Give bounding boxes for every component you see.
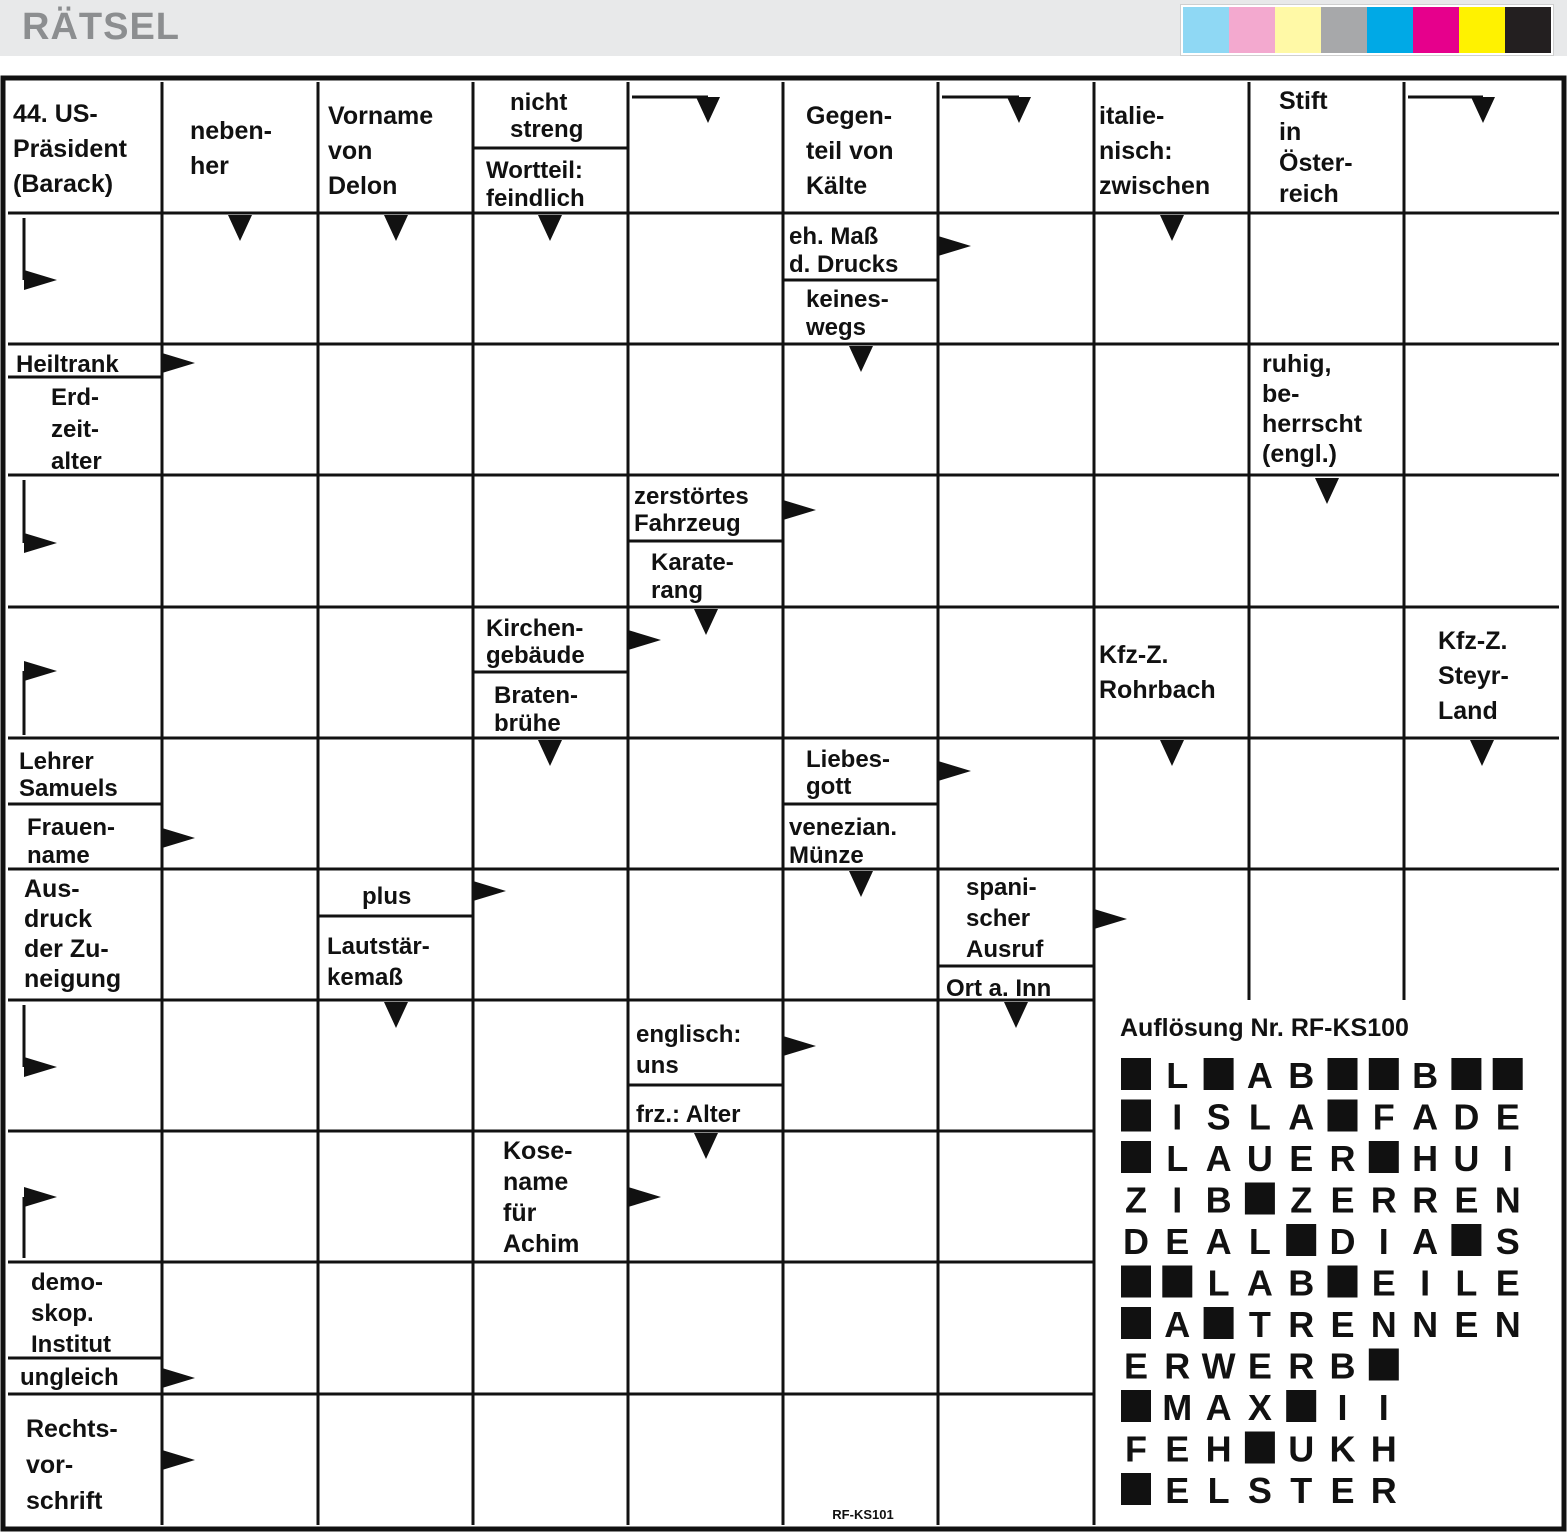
solution-letter: L (1455, 1262, 1478, 1304)
solution-letter: E (1247, 1345, 1272, 1387)
solution-letter: S (1206, 1096, 1231, 1138)
clue-line: Land (1438, 697, 1498, 725)
clue-line: Kirchen- (486, 615, 584, 642)
solution-black-square (1328, 1266, 1358, 1298)
clue-line: her (190, 152, 229, 180)
solution-letter: B (1288, 1262, 1315, 1304)
solution-letter: U (1453, 1138, 1480, 1179)
solution-letter: Z (1125, 1179, 1147, 1221)
solution-black-square (1328, 1100, 1358, 1132)
clue-line: Stift (1279, 87, 1328, 115)
clue-line: Lehrer (19, 748, 94, 775)
solution-letter: A (1246, 1055, 1273, 1096)
clue-line: englisch: (636, 1021, 742, 1048)
solution-letter: B (1288, 1055, 1315, 1096)
solution-letter: N (1412, 1304, 1439, 1345)
clue-line: von (328, 137, 373, 165)
clue-line: nisch: (1099, 137, 1173, 165)
solution-black-square (1493, 1058, 1523, 1090)
solution-letter: A (1412, 1221, 1439, 1262)
solution-letter: T (1248, 1304, 1271, 1345)
clue-text (634, 483, 749, 537)
clue-line: Institut (31, 1331, 111, 1358)
clue-line: ungleich (20, 1364, 119, 1391)
solution-letter: A (1205, 1138, 1232, 1179)
solution-letter: D (1453, 1096, 1480, 1138)
solution-black-square (1204, 1307, 1234, 1339)
clue-line: Öster- (1279, 149, 1353, 177)
clue-text (636, 1101, 740, 1128)
clue-line: be- (1262, 380, 1300, 408)
solution-letter: A (1288, 1096, 1315, 1138)
solution-letter: R (1370, 1470, 1397, 1511)
clue-line: Kälte (806, 172, 868, 200)
solution-black-square (1121, 1266, 1151, 1298)
clue-line: streng (510, 116, 584, 143)
solution-letter: N (1494, 1304, 1521, 1345)
solution-black-square (1369, 1058, 1399, 1090)
clue-line: name (503, 1168, 569, 1196)
solution-letter: S (1247, 1470, 1272, 1511)
solution-letter: N (1370, 1304, 1397, 1345)
solution-letter: E (1330, 1470, 1355, 1511)
clue-line: Heiltrank (16, 351, 119, 378)
clue-line: brühe (494, 710, 561, 737)
solution-black-square (1121, 1141, 1151, 1173)
clue-line: Liebes- (806, 746, 891, 773)
solution-black-square (1121, 1390, 1151, 1422)
solution-letter: A (1246, 1262, 1273, 1304)
solution-letter: K (1329, 1428, 1356, 1470)
solution-letter: I (1337, 1387, 1348, 1428)
solution-letter: A (1205, 1387, 1232, 1428)
clue-line: (Barack) (13, 170, 114, 198)
solution-letter: L (1248, 1221, 1271, 1262)
clue-line: d. Drucks (789, 251, 899, 278)
solution-letter: D (1329, 1221, 1356, 1262)
clue-line: Gegen- (806, 102, 893, 130)
solution-letter: B (1412, 1055, 1439, 1096)
solution-letter: I (1420, 1262, 1431, 1304)
clue-line: zeit- (51, 416, 99, 443)
clue-line: Lautstär- (327, 933, 430, 960)
solution-letter: I (1172, 1179, 1183, 1221)
clue-line: venezian. (789, 814, 898, 841)
solution-letter: I (1172, 1096, 1183, 1138)
solution-letter: R (1164, 1345, 1191, 1387)
clue-line: Ausruf (966, 936, 1044, 963)
solution-letter: R (1370, 1179, 1397, 1221)
clue-line: in (1279, 118, 1302, 146)
clue-line: kemaß (327, 964, 404, 991)
solution-letter: I (1378, 1221, 1389, 1262)
clue-line: herrscht (1262, 410, 1363, 438)
clue-line: Achim (503, 1230, 580, 1258)
solution-letter: R (1288, 1304, 1315, 1345)
solution-letter: N (1494, 1179, 1521, 1221)
clue-line: neigung (24, 965, 122, 993)
clue-line: zwischen (1099, 172, 1211, 200)
solution-letter: E (1123, 1345, 1149, 1387)
solution-black-square (1451, 1058, 1481, 1090)
clue-line: Delon (328, 172, 398, 200)
solution-letter: E (1330, 1179, 1355, 1221)
solution-letter: F (1372, 1096, 1395, 1138)
solution-letter: W (1201, 1345, 1236, 1387)
solution-letter: R (1288, 1345, 1315, 1387)
clue-line: keines- (806, 286, 889, 313)
solution-letter: F (1125, 1428, 1147, 1470)
clue-line: neben- (190, 117, 272, 145)
solution-title: Auflösung Nr. RF-KS100 (1120, 1014, 1409, 1042)
solution-letter: R (1329, 1138, 1356, 1179)
solution-letter: H (1370, 1428, 1397, 1470)
solution-black-square (1245, 1432, 1275, 1464)
solution-letter: M (1162, 1387, 1193, 1428)
solution-black-square (1369, 1349, 1399, 1381)
solution-letter: E (1289, 1138, 1314, 1179)
clue-line: Erd- (51, 384, 99, 411)
solution-black-square (1451, 1224, 1481, 1256)
clue-line: italie- (1099, 102, 1165, 130)
solution-letter: D (1123, 1221, 1149, 1262)
clue-text (16, 351, 119, 378)
solution-letter: X (1247, 1387, 1272, 1428)
solution-letter: E (1495, 1096, 1520, 1138)
solution-letter: L (1207, 1262, 1230, 1304)
solution-black-square (1121, 1058, 1151, 1090)
solution-black-square (1162, 1266, 1192, 1298)
clue-line: schrift (26, 1487, 103, 1515)
solution-letter: E (1454, 1304, 1479, 1345)
clue-line: spani- (966, 874, 1037, 901)
clue-line: Kose- (503, 1137, 573, 1165)
clue-line: reich (1279, 180, 1339, 208)
clue-line: Rechts- (26, 1415, 118, 1443)
solution-letter: E (1330, 1304, 1355, 1345)
clue-line: Präsident (13, 135, 127, 163)
clue-line: nicht (510, 89, 568, 116)
solution-letter: T (1290, 1470, 1313, 1511)
clue-line: gott (806, 773, 852, 800)
solution-black-square (1121, 1473, 1151, 1505)
solution-black-square (1121, 1100, 1151, 1132)
clue-line: skop. (31, 1300, 94, 1327)
clue-line: scher (966, 905, 1031, 932)
solution-letter: U (1246, 1138, 1273, 1179)
solution-letter: H (1412, 1138, 1439, 1179)
solution-letter: A (1412, 1096, 1439, 1138)
solution-letter: L (1166, 1138, 1189, 1179)
clue-line: demo- (31, 1269, 103, 1296)
clue-line: Vorname (328, 102, 434, 130)
clue-text (362, 883, 411, 910)
solution-letter: B (1205, 1179, 1232, 1221)
clue-line: Rohrbach (1099, 676, 1216, 704)
clue-line: der Zu- (24, 935, 109, 963)
solution-black-square (1245, 1183, 1275, 1215)
clue-line: Braten- (494, 682, 579, 709)
solution-black-square (1369, 1141, 1399, 1173)
clue-text (946, 975, 1051, 1002)
clue-line: frz.: Alter (636, 1101, 741, 1128)
solution-letter: B (1329, 1345, 1356, 1387)
puzzle-code: RF-KS101 (832, 1507, 894, 1522)
solution-black-square (1121, 1307, 1151, 1339)
solution-letter: E (1495, 1262, 1520, 1304)
solution-letter: L (1248, 1096, 1271, 1138)
clue-line: Kfz-Z. (1099, 641, 1169, 669)
solution-letter: I (1502, 1138, 1513, 1179)
clue-line: name (27, 842, 90, 869)
solution-letter: E (1165, 1221, 1190, 1262)
solution-letter: E (1165, 1470, 1190, 1511)
clue-line: Wortteil: (486, 157, 583, 184)
clue-line: Fahrzeug (634, 510, 741, 537)
clue-line: 44. US- (13, 100, 98, 128)
clue-line: Ort a. Inn (946, 975, 1052, 1002)
solution-black-square (1328, 1058, 1358, 1090)
solution-letter: A (1205, 1221, 1232, 1262)
solution-letter: Z (1290, 1179, 1313, 1221)
page-title: RÄTSEL (22, 6, 180, 48)
solution-letter: E (1371, 1262, 1396, 1304)
clue-line: uns (636, 1052, 679, 1079)
solution-black-square (1286, 1390, 1316, 1422)
clue-line: Frauen- (27, 814, 116, 841)
clue-line: zerstörtes (634, 483, 749, 510)
solution-letter: E (1165, 1428, 1190, 1470)
solution-letter: R (1412, 1179, 1439, 1221)
clue-line: (engl.) (1262, 440, 1337, 468)
clue-line: teil von (806, 137, 894, 165)
clue-line: Samuels (19, 775, 118, 802)
clue-text (486, 157, 585, 212)
clue-line: Aus- (24, 875, 80, 903)
solution-letter: H (1205, 1428, 1232, 1470)
clue-text (486, 615, 585, 669)
clue-text (20, 1364, 119, 1391)
solution-letter: E (1454, 1179, 1479, 1221)
solution-letter: L (1207, 1470, 1230, 1511)
clue-line: vor- (26, 1451, 74, 1479)
clue-text (51, 384, 102, 475)
solution-letter: L (1166, 1055, 1189, 1096)
clue-line: druck (24, 905, 93, 933)
clue-line: eh. Maß (789, 223, 879, 250)
clue-line: gebäude (486, 642, 585, 669)
clue-line: wegs (806, 314, 867, 341)
clue-line: Karate- (651, 549, 734, 576)
solution-black-square (1286, 1224, 1316, 1256)
clue-line: alter (51, 448, 102, 475)
clue-line: plus (362, 883, 412, 910)
clue-line: feindlich (486, 185, 585, 212)
solution-letter: U (1288, 1428, 1315, 1470)
clue-line: für (503, 1199, 537, 1227)
solution-letter: I (1378, 1387, 1389, 1428)
clue-line: Steyr- (1438, 662, 1509, 690)
clue-line: Münze (789, 842, 864, 869)
clue-line: rang (651, 577, 704, 604)
solution-letter: S (1495, 1221, 1520, 1262)
clue-line: Kfz-Z. (1438, 627, 1508, 655)
solution-black-square (1204, 1058, 1234, 1090)
solution-letter: A (1164, 1304, 1191, 1345)
clue-line: ruhig, (1262, 350, 1332, 378)
